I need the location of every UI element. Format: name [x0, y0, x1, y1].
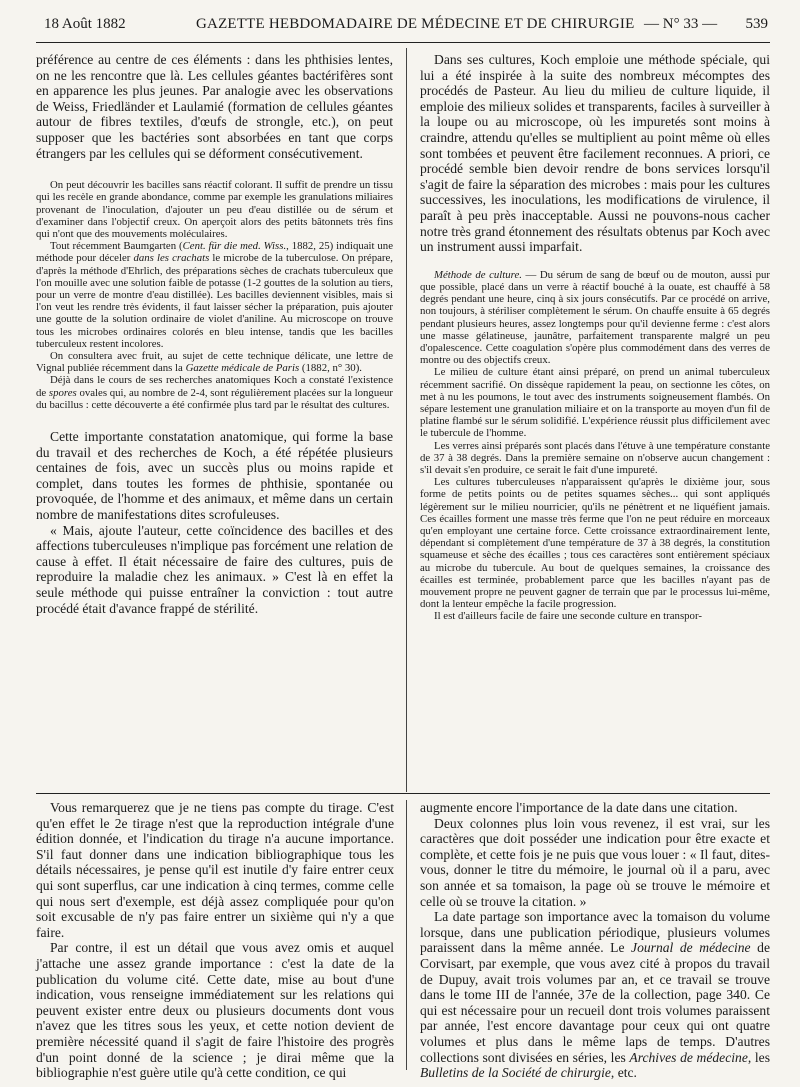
paragraph-small: Déjà dans le cours de ses recherches anatomiques Koch a constaté l'existence de spores ovales qui, au nombre de 2-4, sont régulièrement placées sur la longueur du bacillus : cette découverte a été confirmée plus tard par le résultat des cultures.: [36, 374, 394, 411]
column-lower-left: [36, 800, 394, 1081]
column-divider: [406, 48, 407, 792]
paragraph: « Mais, ajoute l'auteur, cette coïncidence des bacilles et des affections tuberculeuses n'implique pas forcément une relation de cause à effet. Il était nécessaire de faire des cultures, puis de reproduire la maladie chez les animaux. » C'est là en effet la seule méthode qui puisse entraîner la conviction : tout autre procédé était d'avance frappé de stérilité.: [36, 522, 393, 616]
journal-title: GAZETTE HEBDOMADAIRE DE MÉDECINE ET DE CHIRURGIE: [196, 16, 635, 32]
paragraph: augmente encore l'importance de la date dans une citation.: [420, 800, 738, 815]
paragraph: Dans ses cultures, Koch emploie une méthode spéciale, qui lui a été inspirée à la suite des nombreux mécomptes des procédés de Pasteur. Au lieu du milieu de culture liquide, il emploie des milieux solides et transparents, faciles à surveiller à la loupe ou au microscope, où les impuretés sont moins à craindre, attendu qu'elles se multiplient au point même où elles sont tombées et peuvent être facilement reconnues. A priori, ce procédé semble bien devoir rendre de bons services lorsqu'il s'agit de faire la séparation des microbes : mais pour les cultures successives, les inoculations, les modifications de virulence, il paraît à peu près inacceptable. Aussi ne pouvons-nous cacher notre très grand étonnement des résultats obtenus par Koch avec un instrument aussi imparfait.: [420, 52, 770, 255]
column-lower-right: [420, 800, 770, 1081]
paragraph-small: Les verres ainsi préparés sont placés dans l'étuve à une température constante de 37 à 38 degrés. Dans la première semaine on n'observe aucun changement : s'il devait s'en produire, ce serait le fait d'une impureté.: [420, 439, 770, 476]
paragraph-small: Il est d'ailleurs facile de faire une seconde culture en transpor-: [434, 610, 702, 623]
paragraph-small: Le milieu de culture étant ainsi préparé, on prend un animal tuberculeux récemment sacrifié. On dissèque rapidement la peau, on sectionne les côtes, on met à nu les poumons, le tout avec des instruments soigneusement flambés. On sépare lestement une granulation miliaire et on la transporte au moyen d'un fil de platine flambé sur le sérum solidifié. L'expérience réussit plus difficilement avec le tubercule de l'homme.: [420, 366, 770, 440]
paragraph: préférence au centre de ces éléments : dans les phthisies lentes, on ne les rencontre que là. Les cellules géantes bactérifères sont en apparence les plus jeunes. Par analogie avec les observations de Weiss, Friedländer et Laulamié (formation de cellules géantes autour de fibres textiles, d'œufs de strongle, etc.), on peut supposer que les bactéries sont absorbées en tant que corps étrangers par les cellules qui se déforment consécutivement.: [36, 52, 393, 161]
running-header: [44, 10, 768, 50]
paragraph: Vous remarquerez que je ne tiens pas compte du tirage. C'est qu'en effet le 2e tirage n'est que la reproduction intégrale d'une édition donnée, et l'indication du tirage n'a aucune importance. S'il faut donner dans une indication bibliographique tous les détails nécessaires, je pense qu'il est inutile d'y faire entrer ceux qui sont superflus, car une indication à cinq termes, comme celle qui nous sert d'exemple, est déjà assez compliquée pour qu'on soit excusable de n'y pas faire entrer un sixième qui n'y a que faire.: [36, 800, 394, 940]
paragraph: Cette importante constatation anatomique, qui forme la base du travail et des recherches de Koch, a été répétée plusieurs centaines de fois, avec un succès plus ou moins rapide et complet, dans toutes les formes de phthisie, spontanée ou provoquée, de l'homme et des animaux, et même dans un certain nombre de manifestations dites scrofuleuses.: [36, 429, 393, 522]
paragraph: Deux colonnes plus loin vous revenez, il est vrai, sur les caractères que doit posséder une indication pour être exacte et complète, et cette fois je ne puis que vous louer : « Il faut, dites-vous, donner le titre du mémoire, le journal où il a paru, avec son année et sa tomaison, la page où se trouve le mémoire et celle où se trouve la citation. »: [420, 815, 770, 909]
column-upper-left: [36, 52, 393, 616]
column-divider: [406, 800, 407, 1070]
section-rule: [36, 793, 770, 794]
header-rule: [36, 42, 770, 43]
paragraph-small: On peut découvrir les bacilles sans réactif colorant. Il suffit de prendre un tissu qui les recèle en grande abondance, comme par exemple les granulations miliaires provenant de l'inoculation, d'ajouter un peu d'eau distillée ou de sérum et d'examiner dans l'objectif creux. On aperçoit alors des petits bâtonnets très fins qui n'ont que des mouvements moléculaires.: [36, 179, 393, 240]
issue-number: — N° 33 —: [644, 16, 718, 32]
paragraph-small: Les cultures tuberculeuses n'apparaissent qu'après le dixième jour, sous forme de petits points ou de petites squames sèches... qui sont appliqués légèrement sur le milieu nourricier, qu'ils ne pénètrent et ne liquéfient jamais. Ces écailles forment une masse très ferme que l'on ne peut réduire en morceaux qu'en employant une certaine force. Cette croissance extraordinairement lente, dépendant si complètement d'une température de 37 à 38 degrés, la constitution squameuse et sèche des écailles ; tous ces caractères sont entièrement spéciaux au microbe du tubercule. Au bout de quelques semaines, la croissance des écailles est terminée, probablement parce que les bacilles n'ayant pas de mouvement propre ne peuvent gagner de terrain que par le processus lui-même, dont la lenteur empêche la facile progression.: [420, 476, 770, 611]
header-date: 18 Août 1882: [44, 16, 126, 32]
page-number: 539: [745, 16, 768, 32]
paragraph: Par contre, il est un détail que vous avez omis et auquel j'attache une assez grande importance : c'est la date de la publication du volume cité. Cette date, mise au bout d'une indication, vous renseigne immédiatement sur les relations qui peuvent exister entre deux ou plusieurs documents dont vous n'avez que les titres sous les yeux, et cette notion devient de première nécessité quand il s'agit de faire l'histoire des progrès d'un point donné de la science ; je dirai même que la bibliographie n'est guère utile qu'à cette condition, ce qui: [36, 940, 394, 1081]
column-upper-right: [420, 52, 770, 623]
paragraph: La date partage son importance avec la tomaison du volume lorsque, dans une publication périodique, plusieurs volumes paraissent dans la même année. Le Journal de médecine de Corvisart, par exemple, que vous avez cité à propos du travail de Dupuy, avait trois volumes par an, et ce travail se trouve dans le tome III de l'année, 37e de la collection, page 340. Ce qui est nécessaire pour un recueil dont trois volumes paraissent par année, l'est encore davantage pour ceux qui ont quatre volumes et plus dans le même laps de temps. D'autres collections sont divisées en séries, les Archives de médecine, les Bulletins de la Société de chirurgie, etc.: [420, 909, 770, 1081]
paragraph-small: Méthode de culture. — Du sérum de sang de bœuf ou de mouton, aussi pur que possible, placé dans un verre à réactif bouché à la ouate, est chauffé à 58 degrés pendant une heure, cinq à six jours consécutifs. Par ce procédé on arrive, non toujours, à stériliser complètement le sérum. On chauffe ensuite à 65 degrés pendant plusieurs heures, assez longtemps pour qu'il devienne ferme : c'est alors une masse gélatineuse, jaunâtre, parfaitement transparente malgré un peu d'opalescence. Cette coagulation s'opère plus commodément dans des verres de montre ou des objectifs creux.: [420, 268, 770, 367]
paragraph-small: On consultera avec fruit, au sujet de cette technique délicate, une lettre de Vignal publiée récemment dans la Gazette médicale de Paris (1882, n° 30).: [36, 350, 393, 375]
paragraph-small: Tout récemment Baumgarten (Cent. für die med. Wiss., 1882, 25) indiquait une méthode pour déceler dans les crachats le microbe de la tuberculose. On prépare, d'après la méthode d'Ehrlich, des préparations sèches de crachats tuberculeux que l'on mouille avec une solution faible de potasse (1-2 gouttes de la solution au tiers, pour un verre de montre d'eau distillée). Les bacilles deviennent visibles, mais si l'on veut les rendre très évidents, il faut laisser sécher la préparation, puis ajouter une goutte de la solution ordinaire de violet d'aniline. Au microscope on trouve tous les microbes ordinaires colorés en bleu intense, tandis que les bacilles tuberculeux restent incolores.: [36, 240, 393, 350]
